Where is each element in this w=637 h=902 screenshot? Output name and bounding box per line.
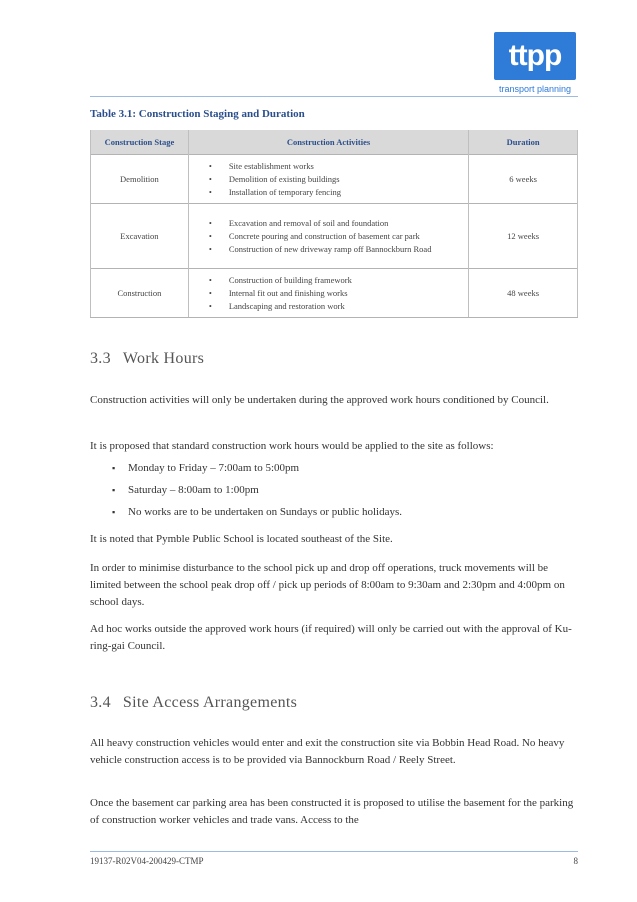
duration-cell: 6 weeks: [469, 155, 578, 204]
activities-cell: [188, 204, 468, 269]
column-header-duration: Duration: [469, 130, 578, 155]
section-heading-site-access: [90, 694, 297, 712]
list-item: ▪ Monday to Friday – 7:00am to 5:00pm: [90, 460, 402, 482]
activity-item: • Site establishment works: [209, 161, 460, 171]
section-number: 3.3: [90, 350, 111, 367]
table-header-row: [91, 130, 578, 155]
activity-item: • Concrete pouring and construction of basement car park: [209, 231, 460, 241]
list-item: ▪ Saturday – 8:00am to 1:00pm: [90, 482, 402, 504]
table-row: [91, 155, 578, 204]
table-row: [91, 204, 578, 269]
footer-divider: [90, 851, 578, 852]
site-access-paragraph: Once the basement car parking area has been constructed it is proposed to utilise the basement for the parking of construction worker vehicles and trade vans. Access to the: [90, 797, 574, 826]
table-row: [91, 269, 578, 318]
work-hours-paragraph: Ad hoc works outside the approved work hours (if required) will only be carried out with the approval of Ku-ring-gai Council.: [90, 623, 572, 652]
activity-item: • Internal fit out and finishing works: [209, 288, 460, 298]
stage-cell: Demolition: [91, 155, 189, 204]
work-hours-list: [90, 460, 402, 526]
activity-item: • Installation of temporary fencing: [209, 187, 460, 197]
work-hours-paragraph: In order to minimise disturbance to the school pick up and drop off operations, truck movements will be limited between the school peak drop off / pick up periods of 8:00am to 9:30am and 2:30pm and 4:00pm on school days.: [90, 562, 565, 608]
activity-item: • Landscaping and restoration work: [209, 301, 460, 311]
work-hours-paragraph: It is proposed that standard construction work hours would be applied to the site as follows:: [90, 440, 494, 452]
stage-cell: Excavation: [91, 204, 189, 269]
activities-cell: [188, 269, 468, 318]
page-number: 8: [573, 856, 578, 866]
duration-cell: 12 weeks: [469, 204, 578, 269]
activity-item: • Excavation and removal of soil and foundation: [209, 218, 460, 228]
activity-item: • Construction of building framework: [209, 275, 460, 285]
header-divider: [90, 96, 578, 97]
activity-item: • Demolition of existing buildings: [209, 174, 460, 184]
company-logo: ttpp: [494, 32, 576, 80]
duration-cell: 48 weeks: [469, 269, 578, 318]
activities-cell: [188, 155, 468, 204]
section-heading-work-hours: [90, 350, 204, 368]
section-title: Work Hours: [122, 350, 205, 367]
work-hours-paragraph: Construction activities will only be undertaken during the approved work hours conditioned by Council.: [90, 394, 549, 406]
section-number: 3.4: [90, 694, 111, 711]
stage-cell: Construction: [91, 269, 189, 318]
site-access-paragraph: All heavy construction vehicles would enter and exit the construction site via Bobbin Head Road. No heavy vehicle construction access is to be provided via Bannockburn Road / Reely Street.: [90, 737, 565, 766]
work-hours-paragraph: It is noted that Pymble Public School is located southeast of the Site.: [90, 533, 393, 545]
table-title: Table 3.1: Construction Staging and Duration: [90, 108, 305, 120]
activity-item: • Construction of new driveway ramp off Bannockburn Road: [209, 244, 460, 254]
column-header-stage: Construction Stage: [91, 130, 189, 155]
section-title: Site Access Arrangements: [122, 694, 298, 711]
column-header-activities: Construction Activities: [188, 130, 468, 155]
list-item: ▪ No works are to be undertaken on Sundays or public holidays.: [90, 504, 402, 526]
logo-tagline: transport planning: [498, 84, 572, 94]
document-reference: 19137-R02V04-200429-CTMP: [90, 856, 204, 866]
construction-staging-table: [90, 130, 578, 318]
